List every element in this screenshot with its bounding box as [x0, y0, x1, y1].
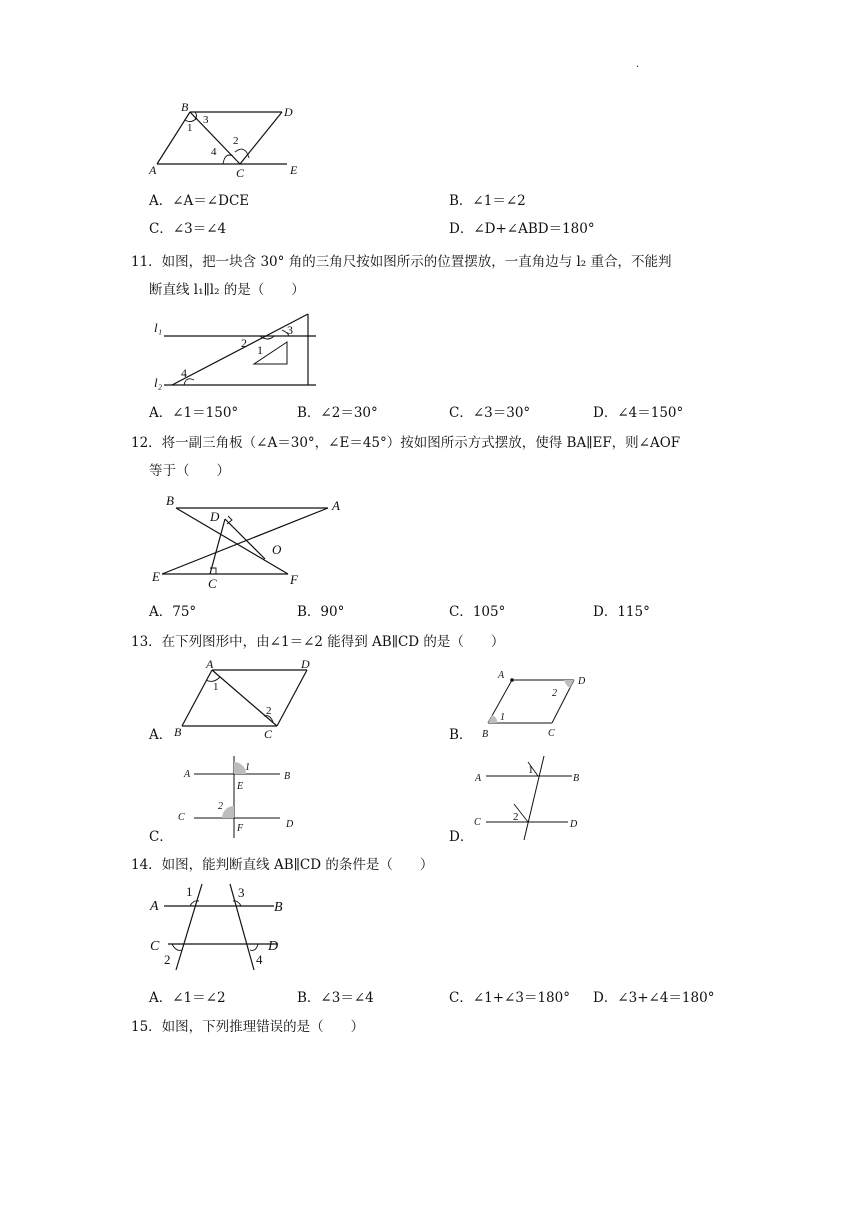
- q13c-label-e: E: [237, 781, 244, 792]
- q13c-label-d: D: [286, 819, 294, 830]
- q11-stem-line2: 断直线 l₁∥l₂ 的是（ ）: [149, 282, 305, 298]
- q13c-label-a: A: [184, 769, 191, 780]
- q15-stem-line1: 15．如图，下列推理错误的是（ ）: [131, 1019, 365, 1035]
- q14-label-2: 2: [164, 952, 171, 967]
- q13b-label-c: C: [548, 728, 555, 739]
- q12-label-d: D: [210, 509, 220, 524]
- q13-figure-c: [176, 752, 306, 842]
- q12-stem-line2: 等于（ ）: [149, 463, 230, 479]
- q11-label-3: 3: [287, 323, 293, 337]
- q13a-label-c: C: [264, 727, 273, 741]
- q10-label-1: 1: [187, 122, 193, 134]
- q14-option-c: C．∠1+∠3＝180°: [449, 990, 570, 1006]
- q12-option-a: A．75°: [149, 604, 197, 620]
- q13-figure-d: [472, 754, 602, 844]
- q14-label-c: C: [150, 939, 160, 954]
- q14-option-a: A．∠1＝∠2: [149, 990, 226, 1006]
- q13c-label-1: 1: [245, 762, 250, 773]
- q11-stem-line1: 11．如图，把一块含 30° 角的三角尺按如图所示的位置摆放，一直角边与 l₂ 重合，不能判: [131, 254, 672, 270]
- q13d-label-c: C: [474, 817, 481, 828]
- q10-option-d: D．∠D+∠ABD＝180°: [449, 221, 595, 237]
- q10-label-e: E: [290, 163, 298, 177]
- q13-option-b: B．: [449, 727, 473, 743]
- q11-option-a: A．∠1＝150°: [149, 405, 239, 421]
- q10-label-2: 2: [233, 135, 239, 147]
- q10-option-b: B．∠1＝∠2: [449, 193, 526, 209]
- q11-label-l2: l₂: [154, 375, 163, 390]
- q14-figure: [146, 880, 296, 976]
- q12-option-d: D．115°: [593, 604, 650, 620]
- q11-label-2: 2: [241, 336, 247, 350]
- q10-label-c: C: [236, 166, 245, 180]
- q13-option-d: D．: [449, 829, 474, 845]
- q12-label-f: F: [290, 572, 298, 587]
- q14-label-d: D: [268, 939, 279, 954]
- q14-option-b: B．∠3＝∠4: [297, 990, 374, 1006]
- q13-figure-a: [172, 656, 322, 740]
- q13b-label-d: D: [578, 676, 586, 687]
- q13-figure-b: [472, 666, 602, 742]
- q11-label-1: 1: [257, 343, 263, 357]
- q13a-label-b: B: [174, 725, 182, 739]
- q12-label-e: E: [152, 569, 160, 584]
- q12-label-b: B: [166, 493, 174, 508]
- q12-option-b: B．90°: [297, 604, 345, 620]
- q13a-label-1: 1: [213, 681, 219, 693]
- q13d-label-b: B: [573, 773, 580, 784]
- q13-option-a: A．: [149, 727, 173, 743]
- q13d-label-2: 2: [513, 811, 519, 823]
- q14-label-4: 4: [256, 952, 263, 967]
- q12-stem-line1: 12．将一副三角板（∠A＝30°，∠E＝45°）按如图所示方式摆放，使得 BA∥EF，则∠AOF: [131, 435, 681, 451]
- q12-label-a: A: [332, 498, 340, 513]
- q13b-label-a: A: [498, 670, 505, 681]
- q11-label-4: 4: [181, 366, 187, 380]
- q10-label-a: A: [149, 163, 157, 177]
- q10-label-d: D: [284, 105, 293, 119]
- q10-option-c: C．∠3＝∠4: [149, 221, 227, 237]
- q11-option-c: C．∠3＝30°: [449, 405, 531, 421]
- q14-option-d: D．∠3+∠4＝180°: [593, 990, 715, 1006]
- q13b-label-b: B: [482, 729, 489, 740]
- q11-option-b: B．∠2＝30°: [297, 405, 378, 421]
- q13d-label-1: 1: [528, 764, 534, 776]
- q12-label-o: O: [272, 542, 282, 557]
- q14-stem-line1: 14．如图，能判断直线 AB∥CD 的条件是（ ）: [131, 857, 434, 873]
- q12-option-c: C．105°: [449, 604, 506, 620]
- q13c-label-c: C: [178, 812, 185, 823]
- q13-stem-line1: 13．在下列图形中，由∠1＝∠2 能得到 AB∥CD 的是（ ）: [131, 634, 505, 650]
- q14-label-3: 3: [238, 885, 245, 900]
- q10-option-a: A．∠A＝∠DCE: [149, 193, 250, 209]
- q10-figure: [145, 100, 315, 180]
- q10-label-3: 3: [203, 114, 209, 126]
- q12-label-c: C: [208, 576, 217, 591]
- q13b-label-2: 2: [552, 688, 557, 699]
- q11-option-d: D．∠4＝150°: [593, 405, 684, 421]
- q10-label-b: B: [181, 100, 189, 114]
- q14-label-a: A: [150, 899, 159, 914]
- q13b-label-1: 1: [500, 712, 505, 723]
- q12-figure: [148, 494, 348, 590]
- q13a-label-a: A: [206, 657, 214, 671]
- header-dot: .: [636, 59, 640, 70]
- q13c-label-f: F: [237, 823, 244, 834]
- q11-label-l1: l₁: [154, 320, 163, 335]
- q13-option-c: C．: [149, 829, 173, 845]
- q11-figure: [150, 312, 320, 392]
- q13c-label-b: B: [284, 771, 291, 782]
- q10-label-4: 4: [211, 146, 217, 158]
- q13d-label-d: D: [570, 819, 578, 830]
- q14-label-b: B: [274, 900, 283, 915]
- q13a-label-d: D: [301, 657, 310, 671]
- q13d-label-a: A: [475, 773, 482, 784]
- q14-label-1: 1: [186, 884, 193, 899]
- q13a-label-2: 2: [266, 705, 272, 717]
- q13c-label-2: 2: [218, 801, 223, 812]
